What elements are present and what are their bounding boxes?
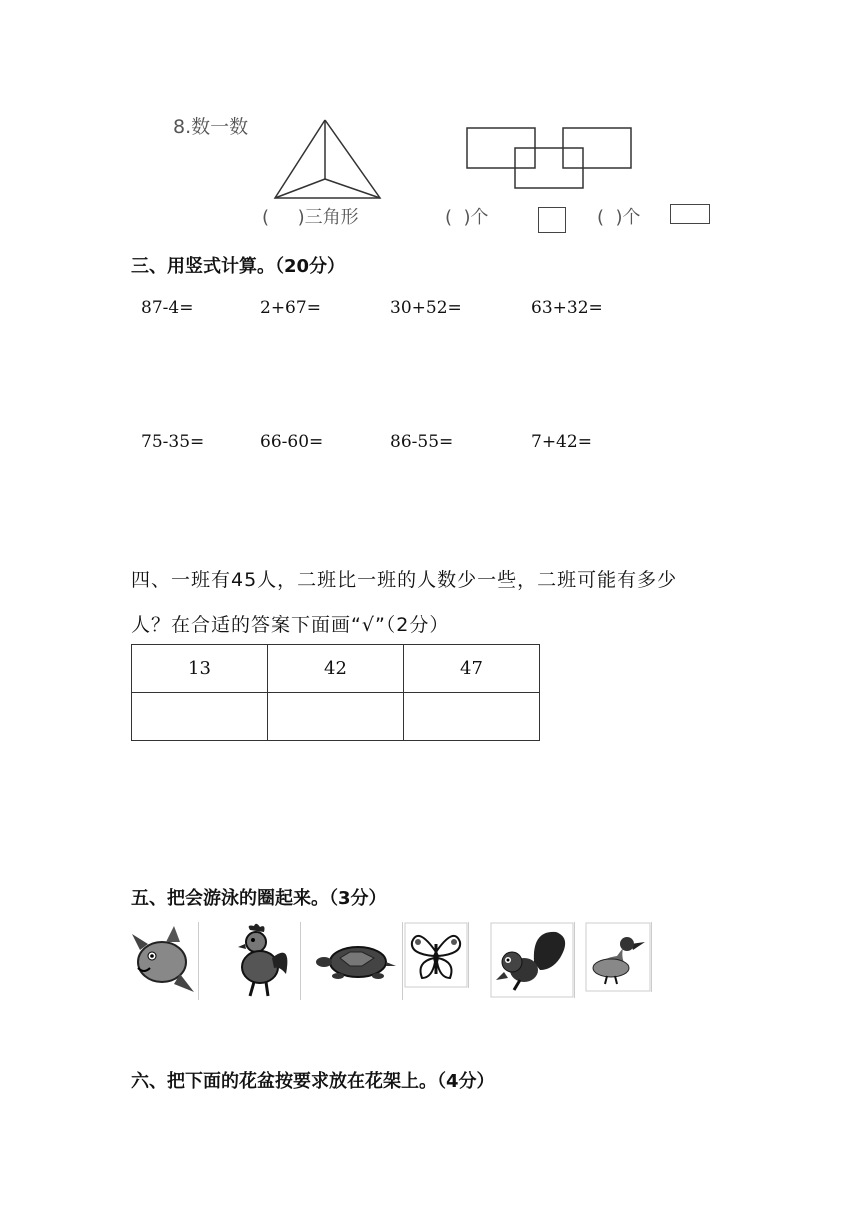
option-cell: 13: [132, 645, 268, 693]
table-row: [132, 693, 540, 741]
calc-item: 2+67=: [260, 298, 321, 318]
calc-item: 66-60=: [260, 432, 324, 452]
answer-cell[interactable]: [404, 693, 540, 741]
calc-item: 75-35=: [141, 432, 205, 452]
answer-table: [131, 644, 540, 741]
duck-icon[interactable]: [585, 922, 652, 992]
calc-item: 7+42=: [531, 432, 592, 452]
calc-item: 30+52=: [390, 298, 462, 318]
calc-item: 87-4=: [141, 298, 194, 318]
section-5-heading: 五、把会游泳的圈起来。（3分）: [131, 888, 387, 909]
turtle-icon[interactable]: [312, 922, 403, 1000]
section-3-heading: 三、用竖式计算。（20分）: [131, 256, 346, 277]
question-8-title: 8.数一数: [173, 116, 249, 138]
fish-icon[interactable]: [130, 922, 199, 1000]
table-row: [132, 645, 540, 693]
rectangle-icon: [670, 204, 710, 224]
option-cell: 47: [404, 645, 540, 693]
square-icon: [538, 207, 566, 233]
triangle-count-label: ( )三角形: [262, 207, 359, 228]
section-4-question-line2: 人？在合适的答案下面画“√”（2分）: [131, 614, 450, 636]
rooster-icon[interactable]: [220, 922, 301, 1000]
option-cell: 42: [268, 645, 404, 693]
section-4-question-line1: 四、一班有45人，二班比一班的人数少一些，二班可能有多少: [131, 569, 678, 591]
calc-item: 63+32=: [531, 298, 603, 318]
answer-cell[interactable]: [132, 693, 268, 741]
section-6-heading: 六、把下面的花盆按要求放在花架上。（4分）: [131, 1071, 495, 1092]
rectangle-count-label: ( )个: [597, 207, 641, 228]
squirrel-icon[interactable]: [490, 922, 575, 998]
square-count-label: ( )个: [445, 207, 489, 228]
rectangles-figure: [460, 122, 640, 194]
triangle-figure: [270, 115, 390, 205]
calc-item: 86-55=: [390, 432, 454, 452]
answer-cell[interactable]: [268, 693, 404, 741]
butterfly-icon[interactable]: [404, 922, 469, 988]
